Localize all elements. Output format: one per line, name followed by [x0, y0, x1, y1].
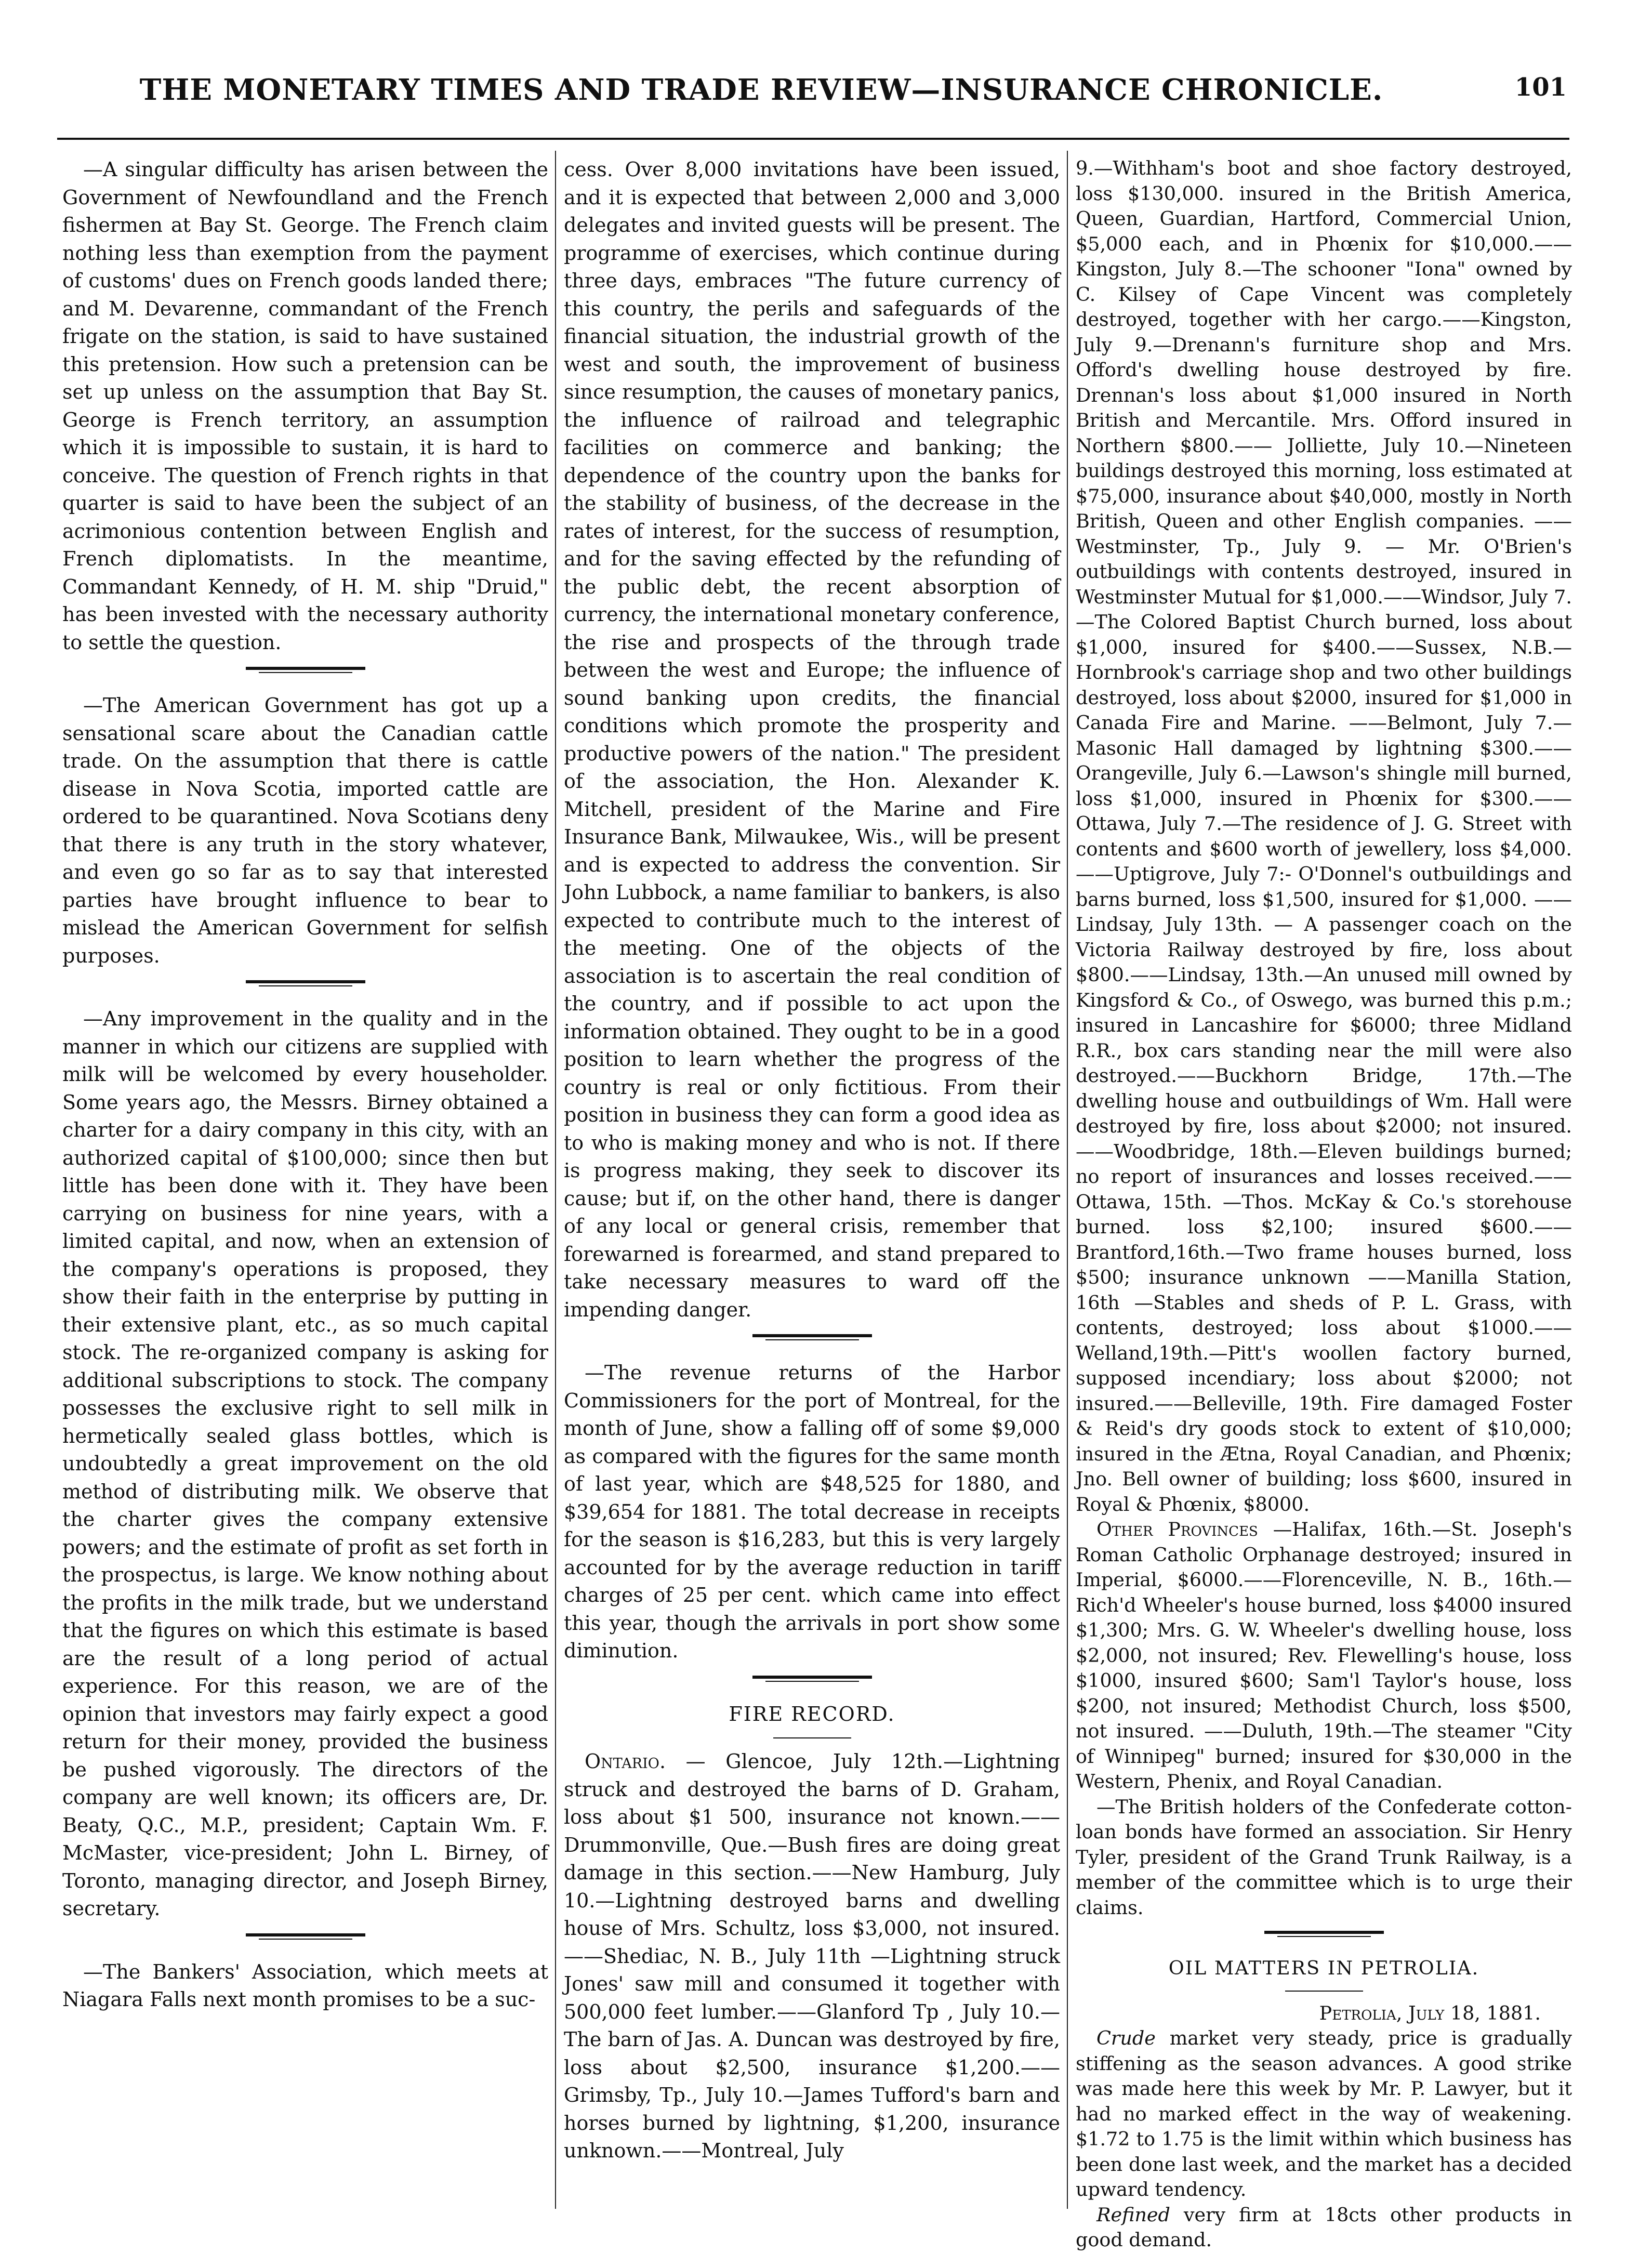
refined-text: very firm at 18cts other products in good demand.: [1076, 2203, 1572, 2251]
region-label-ontario: Ontario.: [585, 1750, 666, 1773]
fire-record-other-provinces: [1076, 1517, 1572, 1795]
article-bankers-association-continued: cess. Over 8,000 invitations have been issued, and it is expected that between 2,000 and 3,000 delegates and invited guests will be present. The programme of exercises, which continue during three days, embraces "The future currency of this country, the perils and safeguards of the financial situation, the industrial growth of the west and south, the improvement of business since resumption, the causes of monetary panics, the influence of railroad and telegraphic facilities on commerce and banking; the dependence of the country upon the banks for the stability of business, of the decrease in the rates of interest, for the success of resumption, and for the saving effected by the refunding of the public debt, the recent absorption of currency, the international monetary conference, the rise and prospects of the through trade between the west and Europe; the influence of sound banking upon credits, the financial conditions which promote the prosperity and productive powers of the nation." The president of the association, the Hon. Alexander K. Mitchell, president of the Marine and Fire Insurance Bank, Milwaukee, Wis., will be present and is expected to address the convention. Sir John Lubbock, a name familiar to bankers, is also expected to contribute much to the interest of the meeting. One of the objects of the association is to ascertain the real condition of the country, and if possible to act upon the information obtained. They ought to be in a good position to learn whether the progress of the country is real or only fictitious. From their position in business they can form a good idea as to who is making money and who is not. If there is progress making, they seek to discover its cause; but if, on the other hand, there is danger of any local or general crisis, remember that forewarned is forearmed, and stand prepared to take necessary measures to ward off the impending danger.: [564, 158, 1060, 1321]
column-1: [62, 156, 548, 2214]
crude-text: market very steady, price is gradually stiffening as the season advances. A good strike was made here this week by Mr. P. Lawyer, but it had no marked effect in the way of weakening. $1.72 to 1.75 is the limit within which business has been done last week, and the market has a decided upward tendency.: [1076, 2027, 1572, 2201]
article-milk-company: —Any improvement in the quality and in the manner in which our citizens are supplied with milk will be welcomed by every householder. Some years ago, the Messrs. Birney obtained a charter for a dairy company in this city, with an authorized capital of $100,000; since then but little has been done with it. They have been carrying on business for nine years, with a limited capital, and now, when an extension of the company's operations is proposed, they show their faith in the enterprise by putting in their extensive plant, etc., as so much capital stock. The re-organized company is asking for additional subscriptions to stock. The company possesses the exclusive right to sell milk in hermetically sealed glass bottles, which is undoubtedly a great improvement on the old method of distributing milk. We observe that the charter gives the company extensive powers; and the estimate of profit as set forth in the prospectus, is large. We know nothing about the profits in the milk trade, but we understand that the figures on which this estimate is based are the result of a long period of actual experience. For this reason, we are of the opinion that investors may fairly expect a good return for their money, provided the business be pushed vigorously. The directors of the company are well known; its officers are, Dr. Beaty, Q.C., M.P., president; Captain Wm. F. McMaster, vice-president; John L. Birney, of Toronto, managing director, and Joseph Birney, secretary.: [62, 1007, 548, 1920]
article-separator: [1264, 1931, 1384, 1938]
article-separator: [246, 980, 365, 987]
fire-record-other-provinces-text: —Halifax, 16th.—St. Joseph's Roman Catholic Orphanage destroyed; insured in Imperial, $6000.——Florenceville, N. B., 16th.—Rich'd Wheeler's house burned, loss $4000 insured $1,300; Mrs. G. W. Wheeler's dwelling house, loss $2,000, not insured; Rev. Flewelling's house, loss $1000, insured $600; Sam'l Taylor's house, loss $200, not insured; Methodist Church, loss $500, not insured. ——Duluth, 19th.—The steamer "City of Winnipeg" burned; insured for $30,000 in the Western, Phenix, and Royal Canadian.: [1076, 1518, 1572, 1793]
fire-record-ontario: [564, 1748, 1060, 2165]
column-divider: [555, 151, 556, 2209]
article-cattle-trade: —The American Government has got up a sensational scare about the Canadian cattle trade. On the assumption that there is cattle disease in Nova Scotia, imported cattle are ordered to be quarantined. Nova Scotians deny that there is any truth in the story whatever, and even go so far as to say that interested parties have brought influence to bear to mislead the American Government for selfish purposes.: [62, 694, 548, 967]
article-separator: [246, 667, 365, 674]
oil-matters-crude: [1076, 2026, 1572, 2203]
article-separator: [752, 1676, 872, 1683]
column-divider: [1067, 151, 1068, 2209]
publication-title: THE MONETARY TIMES AND TRADE REVIEW—INSURANCE CHRONICLE.: [139, 73, 1383, 107]
fire-record-heading: FIRE RECORD.: [729, 1702, 895, 1725]
oil-matters-heading: OIL MATTERS IN PETROLIA.: [1168, 1957, 1479, 1979]
article-separator: [752, 1334, 872, 1341]
refined-label: Refined: [1096, 2203, 1170, 2226]
heading-rule: [1285, 1991, 1363, 1992]
article-bankers-association: —The Bankers' Association, which meets at Niagara Falls next month promises to be a suc-: [62, 1960, 548, 2011]
oil-matters-dateline: Petrolia, July 18, 1881.: [1319, 2001, 1541, 2024]
article-confederate-bonds: —The British holders of the Confederate cotton-loan bonds have formed an association. Sir Henry Tyler, president of the Grand Trunk Railway, is a member of the committee which is to urge their claims.: [1076, 1795, 1572, 1919]
article-newfoundland-fisheries: —A singular difficulty has arisen between the Government of Newfoundland and the French fishermen at Bay St. George. The French claim nothing less than exemption from the payment of customs' dues on French goods landed there; and M. Devarenne, commandant of the French frigate on the station, is said to have sustained this pretension. How such a pretension can be set up unless on the assumption that Bay St. George is French territory, an assumption which it is impossible to sustain, it is hard to conceive. The question of French rights in that quarter is said to have been the subject of an acrimonious contention between English and French diplomatists. In the meantime, Commandant Kennedy, of H. M. ship "Druid," has been invested with the necessary authority to settle the question.: [62, 158, 548, 654]
crude-label: Crude: [1096, 2027, 1156, 2049]
column-3: [1076, 156, 1572, 2251]
article-harbor-revenue: —The revenue returns of the Harbor Commissioners for the port of Montreal, for the month of June, show a falling off of some $9,000 as compared with the figures for the same month of last year, which are $48,525 for 1880, and $39,654 for 1881. The total decrease in receipts for the season is $16,283, but this is very largely accounted for by the average reduction in tariff charges of 25 per cent. which came into effect this year, though the arrivals in port show some diminution.: [564, 1361, 1060, 1662]
article-separator: [246, 1933, 365, 1941]
header-rule: [57, 138, 1569, 140]
fire-record-continued: 9.—Withham's boot and shoe factory destroyed, loss $130,000. insured in the British America, Queen, Guardian, Hartford, Commercial Union, $5,000 each, and in Phœnix for $10,000.——Kingston, July 8.—The schooner "Iona" owned by C. Kilsey of Cape Vincent was completely destroyed, together with her cargo.——Kingston, July 9.—Drenann's furniture shop and Mrs. Offord's dwelling house destroyed by fire. Drennan's loss about $1,000 insured in North British and Mercantile. Mrs. Offord insured in Northern $800.—— Jolliette, July 10.—Nineteen buildings destroyed this morning, loss estimated at $75,000, insurance about $40,000, mostly in North British, Queen and other English companies. —— Westminster, Tp., July 9. — Mr. O'Brien's outbuildings with contents destroyed, insured in Westminster Mutual for $1,000.——Windsor, July 7.—The Colored Baptist Church burned, loss about $1,000, insured for $400.——Sussex, N.B.—Hornbrook's carriage shop and two other buildings destroyed, loss about $2000, insured for $1,000 in Canada Fire and Marine. ——Belmont, July 7.—Masonic Hall damaged by lightning $300.——Orangeville, July 6.—Lawson's shingle mill burned, loss $1,000, insured in Phœnix for $300.——Ottawa, July 7.—The residence of J. G. Street with contents and $600 worth of jewellery, loss $4,000.——Uptigrove, July 7:- O'Donnel's outbuildings and barns burned, loss $1,500, insured for $1,000. ——Lindsay, July 13th. — A passenger coach on the Victoria Railway destroyed by fire, loss about $800.——Lindsay, 13th.—An unused mill owned by Kingsford & Co., of Oswego, was burned this p.m.; insured in Lancashire for $6000; three Midland R.R., box cars standing near the mill were also destroyed.——Buckhorn Bridge, 17th.—The dwelling house and outbuildings of Wm. Hall were destroyed by fire, loss about $2000; not insured.——Woodbridge, 18th.—Eleven buildings burned; no report of insurances and losses received.——Ottawa, 15th. —Thos. McKay & Co.'s storehouse burned. loss $2,100; insured $600.——Brantford,16th.—Two frame houses burned, loss $500; insurance unknown ——Manilla Station, 16th —Stables and sheds of P. L. Grass, with contents, destroyed; loss about $1000.——Welland,19th.—Pitt's woollen factory burned, supposed incendiary; loss about $2000; not insured.——Belleville, 19th. Fire damaged Foster & Reid's dry goods stock to extent of $10,000; insured in the Ætna, Royal Canadian, and Phœnix; Jno. Bell owner of building; loss $600, insured in Royal & Phœnix, $8000.: [1076, 157, 1572, 1516]
fire-record-ontario-text: — Glencoe, July 12th.—Lightning struck and destroyed the barns of D. Graham, loss about $1 500, insurance not known.——Drummonville, Que.—Bush fires are doing great damage in this section.——New Hamburg, July 10.—Lightning destroyed barns and dwelling house of Mrs. Schultz, loss $3,000, not insured. ——Shediac, N. B., July 11th —Lightning struck Jones' saw mill and consumed it together with 500,000 feet lumber.——Glanford Tp , July 10.—The barn of Jas. A. Duncan was destroyed by fire, loss about $2,500, insurance $1,200.——Grimsby, Tp., July 10.—James Tufford's barn and horses burned by lightning, $1,200, insurance unknown.——Montreal, July: [564, 1750, 1060, 2162]
heading-rule: [773, 1737, 851, 1738]
page-header: [60, 73, 1567, 130]
region-label-other-provinces: Other Provinces: [1096, 1518, 1258, 1540]
column-2: [564, 156, 1060, 2214]
page-number: 101: [1514, 73, 1567, 102]
oil-matters-refined: [1076, 2203, 1572, 2253]
